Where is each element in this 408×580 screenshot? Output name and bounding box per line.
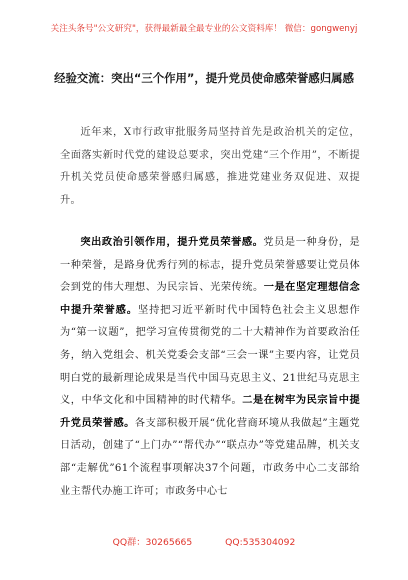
section1-heading: 突出政治引领作用，提升党员荣誉感。	[80, 237, 264, 248]
section1-text-b: 坚持把习近平新时代中国特色社会主义思想作为“第一议题”，把学习宣传贯彻党的二十大精神作为首要政治任务，纳入党组会、机关党委会支部“三会一课”主要内容，让党员明白党的最新理论成果是当代中国马克思主义、21世纪马克思主义，中华文化和中国精神的时代精华。	[60, 304, 360, 407]
footer-qq: QQ:535304092	[225, 537, 296, 548]
section1-text-a: 党员是一种身份，是一种荣誉，是路身优秀行列的标志，提升党员荣誉感要让党员体会到党的伟大理想、为民宗旨、光荣传统。	[60, 237, 360, 294]
article-title: 经验交流：突出“三个作用”，提升党员使命感荣誉感归属感	[54, 71, 354, 85]
header-banner: 关注头条号"公文研究"，获得最新最全最专业的公文资料库！ 微信：gongwenyj	[50, 24, 358, 34]
footer-qq-group: QQ群：30265665	[112, 537, 193, 548]
section1-paragraph	[60, 232, 360, 503]
section1-text-c: 各支部积极开展“优化营商环境从我做起”主题党日活动，创建了“上门办”“帮代办”“联点办”等党建品牌，机关支部“走解优”61个流程事项解决37个问题，市政务中心二支部给业主帮代办施工许可；市政务中心七	[60, 417, 360, 497]
footer-contact	[0, 534, 408, 548]
section1-subheading-1: 一是在坚定理想信念中提升荣誉感。	[60, 282, 361, 316]
section1-subheading-2: 二是在树牢为民宗旨中提升党员荣誉感。	[60, 395, 360, 429]
intro-paragraph: 近年来，X市行政审批服务局坚持首先是政治机关的定位，全面落实新时代党的建设总要求，突出党建“三个作用”，不断提升机关党员使命感荣誉感归属感，推进党建业务双促进、双提升。	[60, 127, 360, 206]
